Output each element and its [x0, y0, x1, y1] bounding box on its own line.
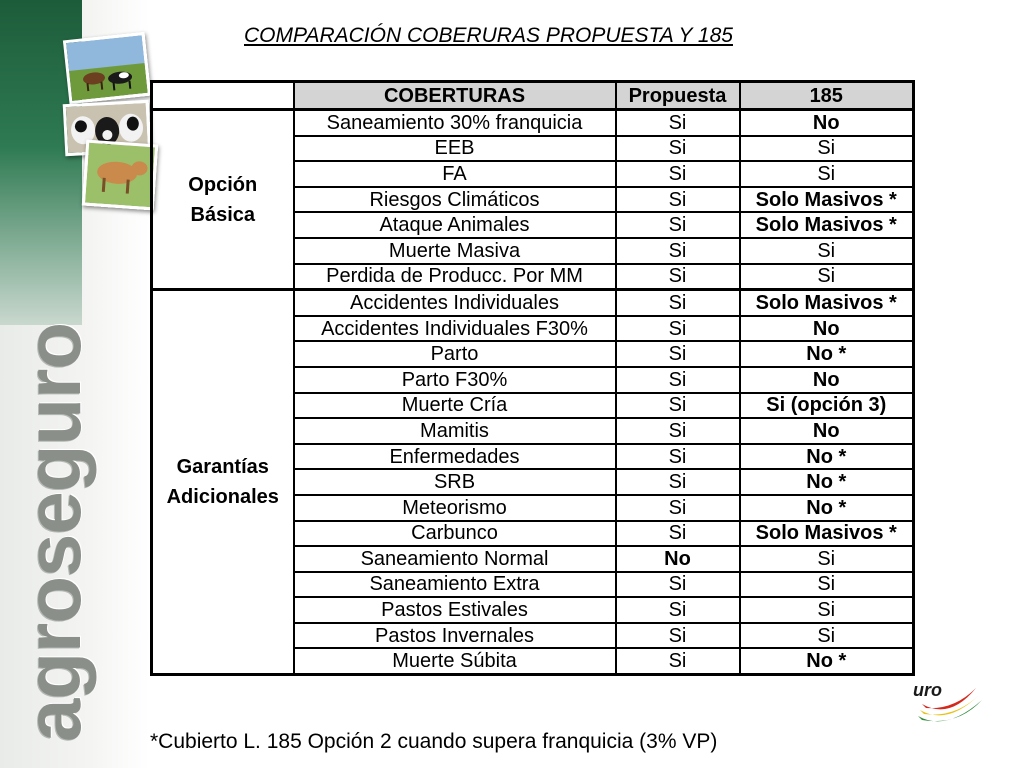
table-row: [152, 110, 914, 136]
coverage-name-cell: Parto: [294, 341, 616, 367]
footnote: *Cubierto L. 185 Opción 2 cuando supera franquicia (3% VP): [150, 730, 718, 753]
coverage-name-cell: Muerte Cría: [294, 393, 616, 419]
propuesta-cell: Si: [616, 623, 740, 649]
coverage-name-cell: Parto F30%: [294, 367, 616, 393]
coverage-name-cell: FA: [294, 161, 616, 187]
brand-wordmark: agroseguro: [9, 322, 97, 742]
propuesta-cell: Si: [616, 290, 740, 316]
coverage-name-cell: Saneamiento 30% franquicia: [294, 110, 616, 136]
coverage-name-cell: Saneamiento Extra: [294, 572, 616, 598]
cattle-photo-1: [63, 32, 151, 104]
value-185-cell: Si: [740, 238, 914, 264]
section-label-line2: Básica: [190, 203, 255, 226]
value-185-cell: Solo Masivos *: [740, 212, 914, 238]
coverage-name-cell: Meteorismo: [294, 495, 616, 521]
propuesta-cell: Si: [616, 648, 740, 674]
propuesta-cell: Si: [616, 187, 740, 213]
header-propuesta: Propuesta: [616, 82, 740, 110]
section-label-line1: Garantías: [176, 456, 269, 479]
value-185-cell: Si: [740, 572, 914, 598]
coverage-name-cell: Carbunco: [294, 521, 616, 547]
coverage-name-cell: Saneamiento Normal: [294, 546, 616, 572]
value-185-cell: Si: [740, 546, 914, 572]
propuesta-cell: Si: [616, 367, 740, 393]
value-185-cell: No: [740, 316, 914, 342]
page-title: COMPARACIÓN COBERURAS PROPUESTA Y 185: [244, 24, 733, 47]
coverage-name-cell: Muerte Súbita: [294, 648, 616, 674]
value-185-cell: No *: [740, 444, 914, 470]
coverage-name-cell: Muerte Masiva: [294, 238, 616, 264]
coverage-name-cell: Riesgos Climáticos: [294, 187, 616, 213]
value-185-cell: Si: [740, 623, 914, 649]
section-label-line2: Adicionales: [166, 486, 279, 509]
value-185-cell: No: [740, 418, 914, 444]
value-185-cell: Si (opción 3): [740, 393, 914, 419]
section-label-line1: Opción: [188, 173, 258, 196]
value-185-cell: Si: [740, 136, 914, 162]
table-row: [152, 290, 914, 316]
value-185-cell: Solo Masivos *: [740, 187, 914, 213]
value-185-cell: Si: [740, 161, 914, 187]
propuesta-cell: Si: [616, 572, 740, 598]
propuesta-cell: Si: [616, 444, 740, 470]
propuesta-cell: Si: [616, 238, 740, 264]
coverage-name-cell: Pastos Estivales: [294, 597, 616, 623]
value-185-cell: Solo Masivos *: [740, 521, 914, 547]
propuesta-cell: Si: [616, 161, 740, 187]
propuesta-cell: Si: [616, 110, 740, 136]
table-body: [152, 110, 914, 675]
propuesta-cell: Si: [616, 495, 740, 521]
value-185-cell: Solo Masivos *: [740, 290, 914, 316]
coverage-name-cell: Pastos Invernales: [294, 623, 616, 649]
coverage-name-cell: Mamitis: [294, 418, 616, 444]
propuesta-cell: Si: [616, 393, 740, 419]
section-label: [152, 110, 294, 290]
propuesta-cell: Si: [616, 264, 740, 290]
value-185-cell: No *: [740, 469, 914, 495]
header-blank-cell: [152, 82, 294, 110]
propuesta-cell: Si: [616, 316, 740, 342]
propuesta-cell: Si: [616, 597, 740, 623]
coverage-name-cell: Perdida de Producc. Por MM: [294, 264, 616, 290]
propuesta-cell: Si: [616, 341, 740, 367]
propuesta-cell: Si: [616, 418, 740, 444]
propuesta-cell: Si: [616, 136, 740, 162]
coverage-name-cell: Ataque Animales: [294, 212, 616, 238]
cattle-photo-3: [82, 140, 158, 211]
value-185-cell: No *: [740, 341, 914, 367]
value-185-cell: No *: [740, 495, 914, 521]
propuesta-cell: Si: [616, 521, 740, 547]
brand-sidebar: [0, 0, 150, 768]
propuesta-cell: Si: [616, 212, 740, 238]
coverage-name-cell: EEB: [294, 136, 616, 162]
header-coberturas: COBERTURAS: [294, 82, 616, 110]
propuesta-cell: Si: [616, 469, 740, 495]
coverage-name-cell: Accidentes Individuales F30%: [294, 316, 616, 342]
table-header-row: [152, 82, 914, 110]
coverage-name-cell: SRB: [294, 469, 616, 495]
header-185: 185: [740, 82, 914, 110]
coverage-table: [150, 80, 915, 676]
value-185-cell: No: [740, 367, 914, 393]
value-185-cell: No *: [740, 648, 914, 674]
value-185-cell: Si: [740, 597, 914, 623]
logo-text: uro: [913, 680, 942, 700]
value-185-cell: No: [740, 110, 914, 136]
value-185-cell: Si: [740, 264, 914, 290]
section-label: [152, 290, 294, 675]
coverage-name-cell: Accidentes Individuales: [294, 290, 616, 316]
coverage-name-cell: Enfermedades: [294, 444, 616, 470]
propuesta-cell: No: [616, 546, 740, 572]
